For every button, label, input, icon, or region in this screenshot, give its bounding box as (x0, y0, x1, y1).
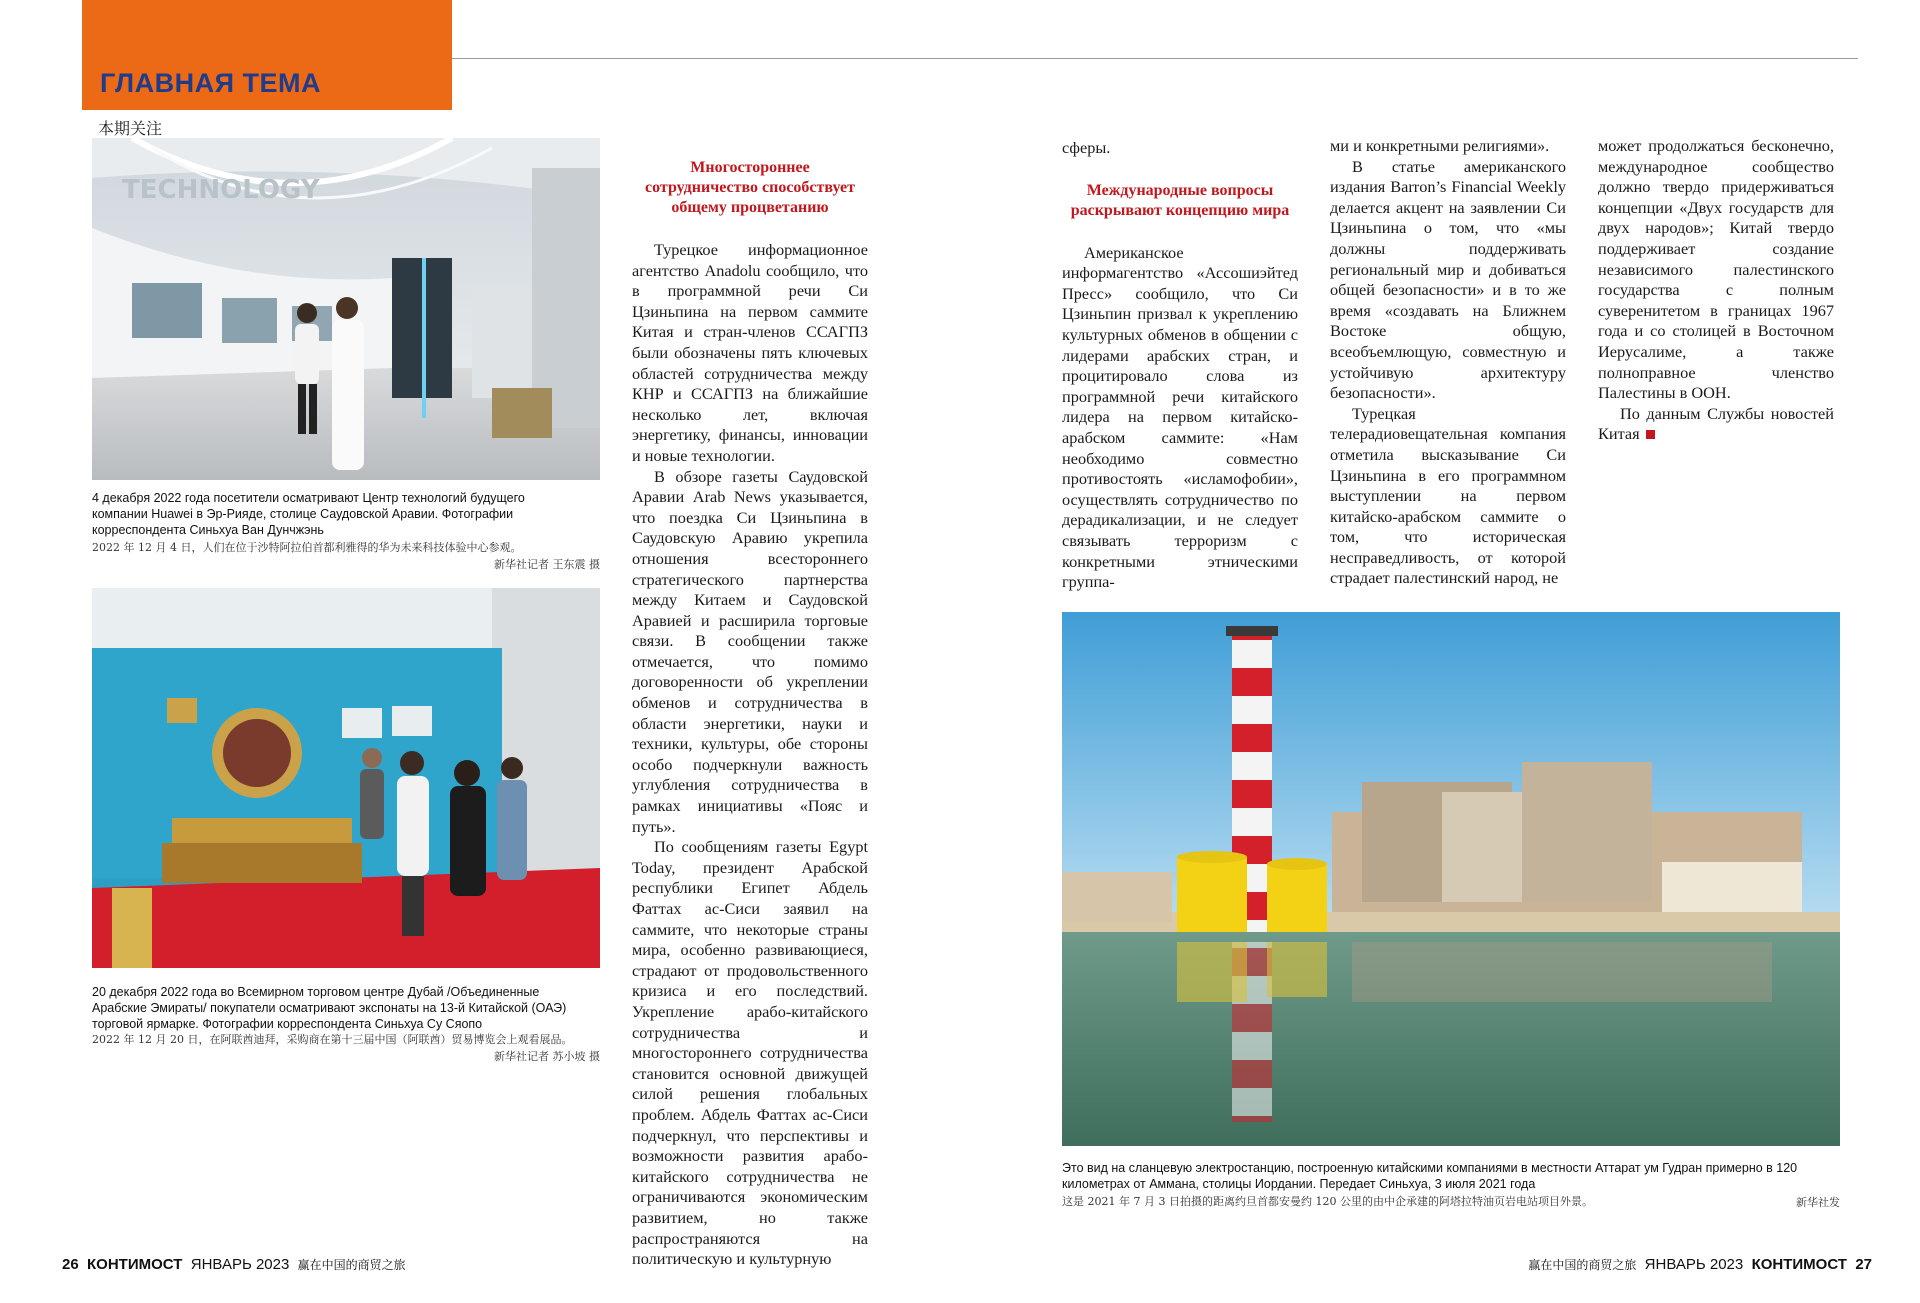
right-brand: КОНТИМОСТ (1751, 1256, 1847, 1273)
wall-lettering: TECHNOLOGY (122, 175, 320, 205)
left-page-number: 26 (62, 1256, 79, 1273)
huawei-center-image (92, 138, 600, 480)
photo-huawei-center (92, 138, 600, 480)
power-plant-image (1062, 612, 1840, 1146)
photo1-caption-cn: 2022 年 12 月 4 日，人们在位于沙特阿拉伯首都利雅得的华为未来科技体验中心参观。 (92, 541, 522, 554)
dubai-fair-image (92, 588, 600, 968)
photo2-caption-ru: 20 декабря 2022 года во Всемирном торговом центре Дубай /Объединенные Арабские Эмираты/ покупатели осматривают экспонаты на 13-й Китайской (ОАЭ) торговой ярмарке. Фотографии корреспондента Синьхуа Су Сяопо (92, 985, 567, 1031)
photo1-credit: 新华社记者 王东震 摄 (494, 558, 600, 571)
section-subtitle: 本期关注 (98, 119, 163, 138)
left-brand: КОНТИМОСТ (87, 1256, 183, 1273)
col1-paragraph-3: По сообщениям газеты Egypt Today, президент Арабской республики Египет Абдель Фаттах ас-Сиси заявил на саммите, что некоторые страны мира, особенно развивающиеся, страдают от продовольственного кризиса и его последствий. Укрепление арабо-китайского сотрудничества и многостороннего сотрудничества становится основной движущей силой решения глобальных проблем. Абдель Фаттах ас-Сиси подчеркнул, что перспективы и возможности развития арабо-китайского сотрудничества не ограничиваются экономическим развитием, но также распространяются на политическую и культурную (632, 837, 868, 1269)
visitor-right (332, 297, 364, 470)
col3-lead-text: ми и конкретными религиями». (1330, 136, 1550, 155)
article-column-4 (1598, 136, 1834, 445)
col1-paragraph-1: Турецкое информационное агентство Anadolu сообщило, что в программной речи Си Цзиньпина на первом саммите Китая и стран-членов ССАГПЗ были обозначены пять ключевых областей сотрудничества между КНР и ССАГПЗ на ближайшие несколько лет, включая энергетику, финансы, инновации и новые технологии. (632, 240, 868, 465)
col4-source-text: По данным Службы новостей Китая (1598, 403, 1834, 444)
article-column-1 (632, 158, 868, 1270)
col1-heading: Многостороннее сотрудничество способствует общему процветанию (645, 159, 855, 216)
right-cn-tagline: 赢在中国的商贸之旅 (1528, 1258, 1637, 1272)
col2-paragraph-1: Американское информагентство «Ассошиэйтед Пресс» сообщило, что Си Цзиньпин призвал к укреплению культурных обменов в общении с лидерами арабских стран, и процитировало слова из программной речи китайского лидера на первом китайско-арабском саммите: «Нам необходимо совместно противостоять «исламофобии», осуществлять сотрудничество по дерадикализации, и не следует связывать терроризм с конкретными этническими группа- (1062, 242, 1298, 592)
photo-power-plant (1062, 612, 1840, 1146)
photo2-credit: 新华社记者 苏小坡 摄 (494, 1050, 600, 1063)
right-page-number: 27 (1855, 1256, 1872, 1273)
header-rule (452, 58, 1858, 59)
footer-left (62, 1256, 406, 1273)
photo3-credit: 新华社发 (1796, 1196, 1840, 1209)
col2-heading: Международные вопросы раскрывают концепцию мира (1070, 181, 1290, 219)
article-column-3 (1330, 136, 1566, 589)
photo2-caption-cn: 2022 年 12 月 20 日，在阿联酋迪拜，采购商在第十三届中国（阿联酋）贸易博览会上观看展品。 (92, 1033, 573, 1046)
col4-lead-text: может продолжаться бесконечно, международное сообщество должно твердо придерживаться концепции «Двух государств для двух народов»; Китай твердо поддерживает создание независимого палестинского государства с полным суверенитетом в границах 1967 года и со столицей в Восточном Иерусалиме, а также полноправное членство Палестины в ООН. (1598, 136, 1834, 403)
col2-lead-text: сферы. (1062, 138, 1111, 157)
end-of-article-mark (1646, 430, 1655, 439)
photo-dubai-fair (92, 588, 600, 968)
col3-paragraph-2: Турецкая телерадиовещательная компания отметила высказывание Си Цзиньпина в его программном выступлении на первом китайско-арабском саммите о том, что историческая несправедливость, от которой страдает палестинский народ, не (1330, 403, 1566, 588)
photo3-caption-ru: Это вид на сланцевую электростанцию, построенную китайскими компаниями в местности Аттарат ум Гудран примерно в 120 километрах от Аммана, столицы Иордании. Передает Синьхуа, 3 июля 2021 года (1062, 1161, 1798, 1191)
left-cn-tagline: 赢在中国的商贸之旅 (297, 1258, 406, 1272)
footer-right (1528, 1256, 1872, 1273)
left-issue: ЯНВАРЬ 2023 (190, 1256, 290, 1273)
right-issue: ЯНВАРЬ 2023 (1644, 1256, 1744, 1273)
col3-paragraph-1: В статье американского издания Barron’s Financial Weekly делается акцент на заявлении Си Цзиньпина о том, что «мы должны поддерживать региональный мир и добиваться общей безопасности» и в то же время «создавать на Ближнем Востоке общую, всеобъемлющую, совместную и устойчивую архитектуру безопасности». (1330, 156, 1566, 403)
col1-paragraph-2: В обзоре газеты Саудовской Аравии Arab News указывается, что поездка Си Цзиньпина в Саудовскую Аравию укрепила отношения всестороннего стратегического партнерства между Китаем и Саудовской Аравией и расширила торговые связи. В сообщении также отмечается, что помимо договоренности об укреплении обменов и сотрудничества в области энергетики, науки и техники, культуры, обе стороны особо подчеркнули важность углубления сотрудничества в рамках инициативы «Пояс и путь». (632, 466, 868, 836)
article-column-2 (1062, 138, 1298, 593)
photo1-caption-ru: 4 декабря 2022 года посетители осматривают Центр технологий будущего компании Huawei в Эр-Рияде, столице Саудовской Аравии. Фотографии корреспондента Синьхуа Ван Дунчжэнь (92, 491, 525, 537)
section-title: ГЛАВНАЯ ТЕМА (100, 68, 321, 98)
photo3-caption-cn: 这是 2021 年 7 月 3 日拍摄的距离约旦首都安曼约 120 公里的由中企承建的阿塔拉特油页岩电站项目外景。 (1062, 1195, 1593, 1208)
col4-source (1598, 404, 1834, 445)
